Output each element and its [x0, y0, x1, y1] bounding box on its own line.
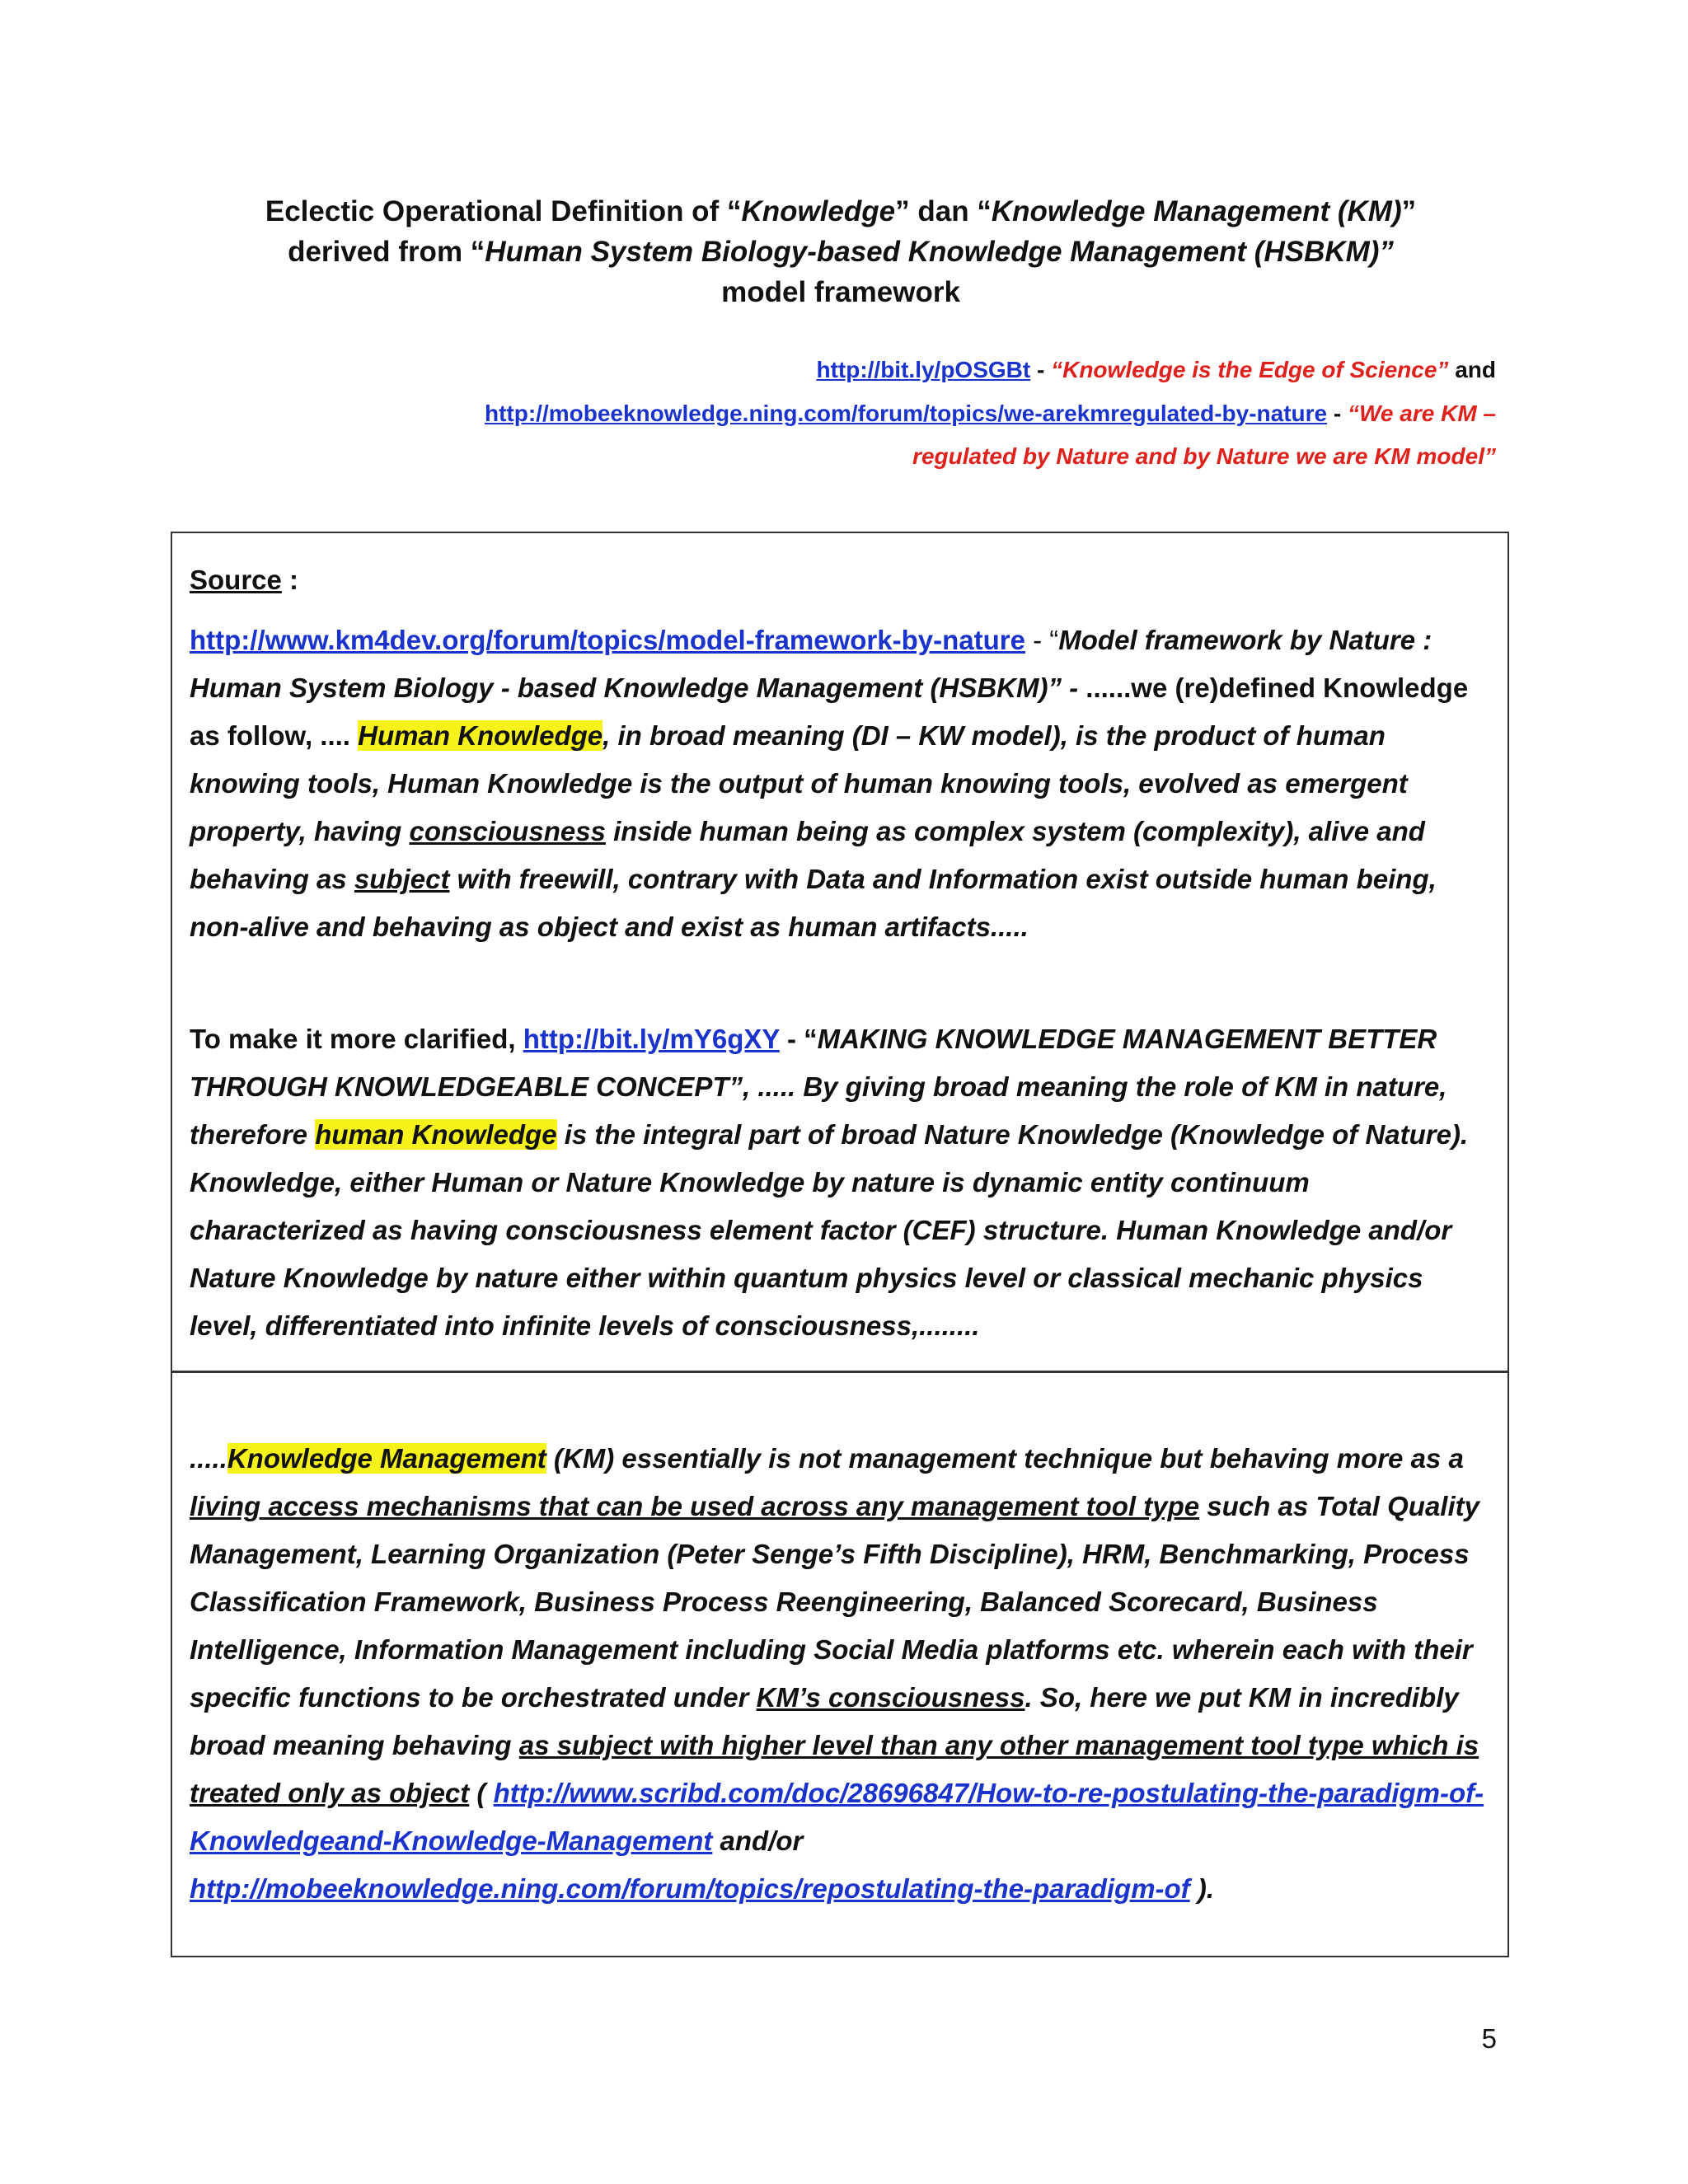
source-paragraph-2: To make it more clarified, http://bit.ly/mY6gXY - “MAKING KNOWLEDGE MANAGEMENT BETTER THROUGH KNOWLEDGEABLE CONCEPT”, ..... By giving broad meaning the role of KM in nature, therefore human Knowledge is the integral part of broad Nature Knowledge (Knowledge of Nature). Knowledge, either Human or Nature Knowledge by nature is dynamic entity continuum characterized as having consciousness element factor (CEF) structure. Human Knowledge and/or Nature Knowledge by nature either within quantum physics level or classical mechanic physics level, differentiated into infinite levels of consciousness,........ [190, 1024, 1469, 1341]
reference-link-2[interactable]: http://mobeeknowledge.ning.com/forum/topics/we-arekmregulated-by-nature [484, 401, 1328, 426]
title-line-2: derived from “Human System Biology-based Knowledge Management (HSBKM)” [288, 236, 1394, 268]
highlight-human-knowledge-2: human Knowledge [315, 1119, 557, 1150]
reference-link-1[interactable]: http://bit.ly/pOSGBt [816, 357, 1031, 382]
title-line-1: Eclectic Operational Definition of “Knowledge” dan “Knowledge Management (KM)” [265, 195, 1417, 227]
mobee-repostulating-link[interactable]: http://mobeeknowledge.ning.com/forum/topics/repostulating-the-paradigm-of [190, 1873, 1190, 1904]
reference-line-1: http://bit.ly/pOSGBt - “Knowledge is the Edge of Science” and [816, 357, 1496, 382]
title-line-3: model framework [721, 276, 960, 308]
source-box [171, 532, 1509, 1372]
document-title [165, 191, 1517, 312]
reference-line-2: http://mobeeknowledge.ning.com/forum/topics/we-arekmregulated-by-nature - “We are KM – [484, 401, 1496, 426]
km4dev-link[interactable]: http://www.km4dev.org/forum/topics/model-framework-by-nature [190, 625, 1025, 655]
source-paragraph-1: http://www.km4dev.org/forum/topics/model-framework-by-nature - “Model framework by Nature : Human System Biology - based Knowledge Management (HSBKM)” - ......we (re)defined Knowledge as follow, .... Human Knowledge, in broad meaning (DI – KW model), is the product of human knowing tools, Human Knowledge is the output of human knowing tools, evolved as emergent property, having consciousness inside human being as complex system (complexity), alive and behaving as subject with freewill, contrary with Data and Information exist outside human being, non-alive and behaving as object and exist as human artifacts..... [190, 625, 1469, 942]
page-number: 5 [1481, 2023, 1497, 2054]
scribd-link[interactable]: http://www.scribd.com/doc/28696847/How-to-re-postulating-the-paradigm-of-Knowledgeand-Knowledge-Management [190, 1778, 1484, 1856]
km-paragraph: .....Knowledge Management (KM) essentially is not management technique but behaving more as a living access mechanisms that can be used across any management tool type such as Total Quality Management, Learning Organization (Peter Senge’s Fifth Discipline), HRM, Benchmarking, Process Classification Framework, Business Process Reengineering, Balanced Scorecard, Business Intelligence, Information Management including Social Media platforms etc. wherein each with their specific functions to be orchestrated under KM’s consciousness. So, here we put KM in incredibly broad meaning behaving as subject with higher level than any other management tool type which is treated only as object ( http://www.scribd.com/doc/28696847/How-to-re-postulating-the-paradigm-of-Knowledgeand-Knowledge-Management and/or http://mobeeknowledge.ning.com/forum/topics/repostulating-the-paradigm-of ). [190, 1443, 1484, 1904]
source-heading: Source : [190, 565, 299, 595]
bitly-link[interactable]: http://bit.ly/mY6gXY [523, 1024, 780, 1054]
reference-line-3: regulated by Nature and by Nature we are KM model” [912, 443, 1496, 469]
highlight-human-knowledge: Human Knowledge [358, 720, 603, 751]
km-definition-box [171, 1372, 1509, 1957]
highlight-knowledge-management: Knowledge Management [227, 1443, 546, 1474]
